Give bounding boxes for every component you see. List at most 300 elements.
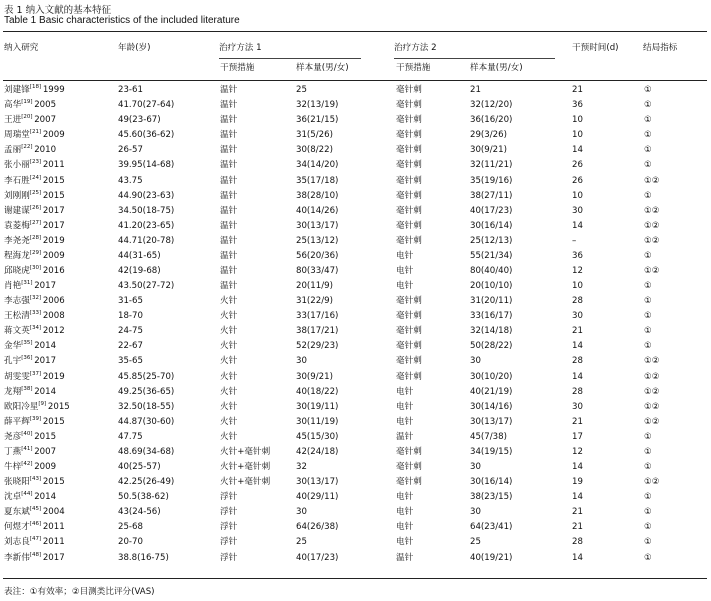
- cell-age: 41.20(23-65): [118, 220, 175, 231]
- table-row: [0, 400, 711, 415]
- header-bottom-rule: [3, 80, 707, 81]
- cell-duration: –: [572, 235, 577, 246]
- study-reference: [43]: [29, 476, 42, 483]
- cell-treatment-1: 温针: [220, 190, 238, 201]
- table-row: [0, 445, 711, 460]
- cell-duration: 12: [572, 446, 583, 457]
- cell-age: 48.69(34-68): [118, 446, 175, 457]
- cell-treatment-1: 火针+毫针刺: [220, 462, 271, 472]
- cell-duration: 21: [572, 507, 583, 518]
- study-author: 周瑞堂: [4, 130, 30, 141]
- cell-sample-2: 30: [470, 507, 481, 518]
- study-reference: [41]: [21, 446, 33, 453]
- cell-duration: 28: [572, 537, 583, 548]
- cell-outcome: ①: [644, 552, 652, 563]
- study-reference: [31]: [21, 280, 33, 287]
- table-row: [0, 83, 711, 98]
- cell-treatment-2: 电针: [396, 537, 414, 548]
- cell-treatment-1: 温针: [220, 205, 238, 216]
- cell-study: [4, 221, 65, 232]
- study-author: 肖艳: [4, 281, 22, 291]
- study-author: 李新伟: [4, 552, 30, 563]
- cell-treatment-2: 毫针刺: [396, 296, 422, 307]
- study-reference: [18]: [29, 84, 42, 91]
- table-row: [0, 234, 711, 249]
- study-year: 2011: [42, 160, 65, 171]
- cell-sample-1: 40(18/22): [296, 386, 339, 397]
- study-reference: [20]: [21, 114, 33, 121]
- cell-sample-1: 40(14/26): [296, 205, 339, 216]
- cell-duration: 21: [572, 416, 583, 427]
- study-year: 2017: [42, 220, 65, 231]
- cell-sample-2: 33(16/17): [470, 311, 513, 322]
- study-year: 2015: [47, 401, 70, 412]
- cell-sample-2: 25: [470, 537, 481, 548]
- cell-sample-2: 40(19/21): [470, 552, 513, 563]
- study-author: 刘刚刚: [4, 190, 30, 201]
- cell-age: 22-67: [118, 341, 143, 352]
- cell-treatment-2: 电针: [396, 522, 414, 533]
- study-year: 2015: [42, 477, 65, 488]
- cell-age: 20-70: [118, 537, 143, 548]
- study-reference: [38]: [21, 385, 33, 392]
- cell-duration: 14: [572, 220, 583, 231]
- cell-sample-1: 52(29/23): [296, 341, 339, 352]
- cell-age: 25-68: [118, 522, 143, 533]
- cell-age: 39.95(14-68): [118, 160, 175, 171]
- table-row: [0, 158, 711, 173]
- cell-study: [4, 537, 65, 548]
- study-reference: [28]: [29, 234, 42, 241]
- cell-sample-1: 38(28/10): [296, 190, 339, 201]
- cell-sample-1: 30(19/11): [296, 401, 339, 412]
- study-reference: [29]: [29, 250, 42, 257]
- cell-treatment-2: 毫针刺: [396, 341, 422, 352]
- study-year: 2006: [42, 296, 65, 307]
- cell-sample-1: 32(13/19): [296, 100, 339, 111]
- cell-treatment-2: 毫针刺: [396, 462, 422, 472]
- cell-duration: 10: [572, 130, 583, 141]
- table-row: [0, 113, 711, 128]
- cell-duration: 14: [572, 462, 583, 472]
- cell-treatment-2: 电针: [396, 492, 414, 503]
- cell-study: [4, 372, 65, 383]
- cell-study: [4, 311, 65, 322]
- study-reference: [21]: [29, 129, 42, 136]
- table-row: [0, 294, 711, 309]
- study-reference: [35]: [21, 340, 33, 347]
- cell-duration: 10: [572, 281, 583, 291]
- cell-duration: 26: [572, 175, 583, 186]
- table-row: [0, 475, 711, 490]
- cell-age: 45.60(36-62): [118, 130, 175, 141]
- study-reference: [30]: [29, 265, 42, 272]
- table-caption-chinese: 表 1 纳入文献的基本特征: [4, 5, 112, 16]
- table-row: [0, 385, 711, 400]
- cell-sample-2: 30(9/21): [470, 145, 507, 156]
- cell-outcome: ①: [644, 130, 652, 141]
- cell-treatment-2: 毫针刺: [396, 190, 422, 201]
- cell-age: 43.50(27-72): [118, 281, 175, 291]
- cell-treatment-1: 温针: [220, 266, 238, 276]
- cell-treatment-2: 毫针刺: [396, 85, 422, 95]
- cell-sample-1: 30(13/17): [296, 220, 339, 231]
- cell-treatment-1: 温针: [220, 145, 238, 156]
- cell-age: 49.25(36-65): [118, 386, 175, 397]
- cell-sample-1: 45(15/30): [296, 431, 339, 442]
- cell-sample-2: 30(13/17): [470, 416, 513, 427]
- table-row: [0, 535, 711, 550]
- cell-outcome: ①: [644, 115, 652, 126]
- cell-sample-2: 40(17/23): [470, 205, 513, 216]
- cell-duration: 12: [572, 266, 583, 276]
- cell-sample-2: 55(21/34): [470, 250, 513, 261]
- cell-outcome: ①②: [644, 205, 660, 216]
- cell-treatment-2: 温针: [396, 552, 414, 563]
- table-row: [0, 279, 711, 294]
- header-outcome: 结局指标: [643, 43, 678, 53]
- study-reference: [34]: [29, 325, 42, 332]
- table-row: [0, 264, 711, 279]
- cell-treatment-1: 温针: [220, 175, 238, 186]
- cell-sample-2: 50(28/22): [470, 341, 513, 352]
- table-row: [0, 551, 711, 566]
- cell-duration: 28: [572, 356, 583, 367]
- cell-duration: 14: [572, 492, 583, 503]
- study-reference: [44]: [21, 491, 33, 498]
- study-reference: [24]: [29, 174, 42, 181]
- study-author: 谢建谋: [4, 205, 30, 216]
- study-author: 牛梓: [4, 462, 22, 472]
- table-row: [0, 189, 711, 204]
- table-caption-english: Table 1 Basic characteristics of the included literature: [4, 15, 240, 26]
- cell-age: 40(25-57): [118, 462, 161, 472]
- cell-treatment-2: 电针: [396, 281, 414, 291]
- cell-sample-1: 33(17/16): [296, 311, 339, 322]
- cell-study: [4, 296, 65, 307]
- cell-treatment-1: 浮针: [220, 552, 238, 563]
- study-year: 2008: [42, 311, 65, 322]
- cell-sample-1: 35(17/18): [296, 175, 339, 186]
- study-year: 2019: [42, 235, 65, 246]
- table-row: [0, 460, 711, 475]
- cell-sample-2: 30(14/16): [470, 401, 513, 412]
- cell-duration: 36: [572, 100, 583, 111]
- cell-treatment-1: 火针+毫针刺: [220, 446, 271, 457]
- study-year: 2014: [34, 492, 57, 503]
- cell-sample-1: 32: [296, 462, 307, 472]
- cell-study: [4, 100, 56, 111]
- cell-treatment-2: 毫针刺: [396, 220, 422, 231]
- header-treatment-2: 治疗方法 2: [394, 43, 437, 53]
- study-reference: [9]: [38, 400, 47, 407]
- cell-study: [4, 191, 65, 202]
- study-year: 2007: [34, 115, 57, 126]
- cell-age: 35-65: [118, 356, 143, 367]
- study-reference: [40]: [21, 430, 33, 437]
- cell-outcome: ①②: [644, 175, 660, 186]
- cell-sample-1: 30: [296, 507, 307, 518]
- cell-age: 44(31-65): [118, 250, 161, 261]
- table-row: [0, 339, 711, 354]
- cell-treatment-2: 毫针刺: [396, 371, 422, 382]
- cell-treatment-1: 温针: [220, 281, 238, 291]
- cell-treatment-1: 火针: [220, 326, 238, 337]
- study-author: 张小丽: [4, 160, 30, 171]
- cell-treatment-2: 电针: [396, 416, 414, 427]
- cell-sample-2: 45(7/38): [470, 431, 507, 442]
- cell-treatment-2: 毫针刺: [396, 477, 422, 488]
- cell-age: 44.90(23-63): [118, 190, 175, 201]
- cell-age: 47.75: [118, 431, 143, 442]
- cell-sample-1: 20(11/9): [296, 281, 333, 291]
- cell-treatment-2: 电针: [396, 266, 414, 276]
- cell-treatment-1: 浮针: [220, 537, 238, 548]
- cell-sample-2: 31(20/11): [470, 296, 513, 307]
- cell-treatment-2: 毫针刺: [396, 356, 422, 367]
- table-row: [0, 143, 711, 158]
- cell-study: [4, 492, 56, 503]
- study-year: 2015: [42, 190, 65, 201]
- cell-study: [4, 553, 65, 564]
- table-row: [0, 98, 711, 113]
- cell-sample-1: 80(33/47): [296, 266, 339, 276]
- cell-treatment-1: 浮针: [220, 522, 238, 533]
- cell-sample-2: 21: [470, 85, 481, 95]
- cell-age: 38.8(16-75): [118, 552, 169, 563]
- cell-sample-2: 32(11/21): [470, 160, 513, 171]
- cell-sample-2: 34(19/15): [470, 446, 513, 457]
- study-author: 李尧尧: [4, 235, 30, 246]
- study-reference: [25]: [29, 189, 42, 196]
- cell-treatment-1: 温针: [220, 85, 238, 95]
- cell-duration: 10: [572, 115, 583, 126]
- cell-sample-1: 64(26/38): [296, 522, 339, 533]
- cell-treatment-1: 火针: [220, 401, 238, 412]
- study-author: 蒋文英: [4, 326, 30, 337]
- study-reference: [26]: [29, 204, 42, 211]
- cell-treatment-1: 温针: [220, 115, 238, 126]
- table-row: [0, 128, 711, 143]
- cell-treatment-1: 温针: [220, 250, 238, 261]
- cell-age: 44.71(20-78): [118, 235, 175, 246]
- table-row: [0, 324, 711, 339]
- study-reference: [36]: [21, 355, 33, 362]
- cell-duration: 36: [572, 250, 583, 261]
- cell-treatment-1: 火针+毫针刺: [220, 477, 271, 488]
- cell-treatment-2: 毫针刺: [396, 175, 422, 186]
- cell-outcome: ①②: [644, 220, 660, 231]
- table-row: [0, 174, 711, 189]
- study-year: 2014: [34, 341, 57, 352]
- cell-sample-1: 40(29/11): [296, 492, 339, 503]
- table-top-rule: [3, 31, 707, 32]
- header-study: 纳入研究: [4, 43, 39, 53]
- cell-age: 18-70: [118, 311, 143, 322]
- cell-study: [4, 251, 65, 262]
- cell-outcome: ①: [644, 281, 652, 291]
- cell-sample-1: 25: [296, 537, 307, 548]
- study-reference: [32]: [29, 295, 42, 302]
- study-author: 薛平辉: [4, 416, 30, 427]
- cell-sample-1: 25: [296, 85, 307, 95]
- study-year: 2017: [34, 281, 57, 291]
- header-intervention-2: 干预措施: [396, 63, 431, 73]
- cell-treatment-1: 火针: [220, 371, 238, 382]
- study-author: 夏东斌: [4, 507, 30, 518]
- cell-treatment-1: 火针: [220, 356, 238, 367]
- cell-study: [4, 176, 65, 187]
- table-row: [0, 219, 711, 234]
- study-author: 金华: [4, 341, 22, 352]
- cell-sample-1: 31(5/26): [296, 130, 333, 141]
- study-year: 2017: [42, 205, 65, 216]
- cell-treatment-1: 火针: [220, 386, 238, 397]
- table-row: [0, 204, 711, 219]
- cell-study: [4, 462, 56, 473]
- table-footnote: 表注：①有效率；②目测类比评分(VAS): [4, 587, 155, 597]
- cell-sample-2: 30(16/14): [470, 220, 513, 231]
- table-row: [0, 490, 711, 505]
- cell-age: 34.50(18-75): [118, 205, 175, 216]
- table-row: [0, 430, 711, 445]
- cell-sample-2: 30: [470, 356, 481, 367]
- study-author: 王松清: [4, 311, 30, 322]
- study-year: 2007: [34, 446, 57, 457]
- cell-treatment-2: 毫针刺: [396, 160, 422, 171]
- cell-treatment-1: 浮针: [220, 507, 238, 518]
- cell-study: [4, 447, 56, 458]
- cell-outcome: ①: [644, 85, 652, 95]
- cell-outcome: ①: [644, 431, 652, 442]
- study-year: 2009: [42, 250, 65, 261]
- cell-outcome: ①②: [644, 416, 660, 427]
- cell-outcome: ①: [644, 311, 652, 322]
- cell-sample-1: 34(14/20): [296, 160, 339, 171]
- study-author: 邱晓虎: [4, 266, 30, 276]
- study-reference: [33]: [29, 310, 42, 317]
- cell-sample-2: 32(14/18): [470, 326, 513, 337]
- cell-duration: 19: [572, 477, 583, 488]
- study-year: 2005: [34, 100, 57, 111]
- cell-outcome: ①: [644, 100, 652, 111]
- cell-sample-2: 64(23/41): [470, 522, 513, 533]
- cell-treatment-1: 温针: [220, 220, 238, 231]
- cell-treatment-2: 毫针刺: [396, 145, 422, 156]
- cell-treatment-1: 温针: [220, 130, 238, 141]
- cell-sample-1: 40(17/23): [296, 552, 339, 563]
- study-year: 2009: [42, 130, 65, 141]
- study-reference: [48]: [29, 551, 42, 558]
- study-reference: [47]: [29, 536, 42, 543]
- study-author: 刘志良: [4, 537, 30, 548]
- study-year: 2011: [42, 537, 65, 548]
- cell-outcome: ①②: [644, 386, 660, 397]
- cell-sample-2: 36(16/20): [470, 115, 513, 126]
- study-author: 龙翔: [4, 386, 22, 397]
- table-row: [0, 505, 711, 520]
- cell-duration: 14: [572, 371, 583, 382]
- cell-treatment-2: 电针: [396, 401, 414, 412]
- cell-sample-2: 80(40/40): [470, 266, 513, 276]
- cell-treatment-2: 毫针刺: [396, 205, 422, 216]
- table-row: [0, 354, 711, 369]
- study-year: 2011: [42, 522, 65, 533]
- cell-sample-2: 30(16/14): [470, 477, 513, 488]
- cell-age: 23-61: [118, 85, 143, 95]
- cell-sample-2: 30(10/20): [470, 371, 513, 382]
- cell-sample-2: 29(3/26): [470, 130, 507, 141]
- cell-study: [4, 432, 56, 443]
- cell-treatment-1: 温针: [220, 235, 238, 246]
- study-author: 李志强: [4, 296, 30, 307]
- cell-outcome: ①②: [644, 371, 660, 382]
- header-intervention-1: 干预措施: [220, 63, 255, 73]
- study-year: 2010: [34, 145, 57, 156]
- cell-study: [4, 115, 56, 126]
- cell-treatment-2: 电针: [396, 250, 414, 261]
- cell-outcome: ①: [644, 446, 652, 457]
- cell-duration: 30: [572, 311, 583, 322]
- cell-study: [4, 341, 56, 352]
- cell-outcome: ①: [644, 145, 652, 156]
- cell-age: 24-75: [118, 326, 143, 337]
- cell-age: 41.70(27-64): [118, 100, 175, 111]
- study-reference: [37]: [29, 370, 42, 377]
- cell-age: 50.5(38-62): [118, 492, 169, 503]
- cell-treatment-2: 毫针刺: [396, 326, 422, 337]
- cell-outcome: ①: [644, 492, 652, 503]
- cell-duration: 28: [572, 386, 583, 397]
- cell-sample-2: 30: [470, 462, 481, 472]
- cell-treatment-1: 浮针: [220, 492, 238, 503]
- cell-outcome: ①: [644, 462, 652, 472]
- cell-outcome: ①: [644, 507, 652, 518]
- study-year: 2017: [42, 552, 65, 563]
- study-author: 程海龙: [4, 250, 30, 261]
- cell-age: 32.50(18-55): [118, 401, 175, 412]
- study-author: 尧彦: [4, 431, 22, 442]
- cell-study: [4, 356, 56, 367]
- study-reference: [19]: [21, 99, 33, 106]
- cell-sample-2: 32(12/20): [470, 100, 513, 111]
- cell-duration: 14: [572, 145, 583, 156]
- cell-study: [4, 160, 65, 171]
- cell-sample-2: 25(12/13): [470, 235, 513, 246]
- cell-treatment-2: 毫针刺: [396, 100, 422, 111]
- cell-sample-2: 20(10/10): [470, 281, 513, 291]
- cell-sample-1: 30(13/17): [296, 477, 339, 488]
- study-year: 2015: [42, 416, 65, 427]
- cell-treatment-1: 温针: [220, 160, 238, 171]
- cell-study: [4, 402, 70, 413]
- study-year: 1999: [42, 85, 65, 95]
- cell-treatment-1: 火针: [220, 341, 238, 352]
- cell-treatment-1: 温针: [220, 100, 238, 111]
- cell-sample-1: 30: [296, 356, 307, 367]
- study-year: 2019: [42, 371, 65, 382]
- cell-age: 45.85(25-70): [118, 371, 175, 382]
- table-bottom-rule: [3, 578, 707, 579]
- cell-outcome: ①: [644, 190, 652, 201]
- cell-treatment-2: 毫针刺: [396, 130, 422, 141]
- cell-treatment-2: 电针: [396, 507, 414, 518]
- study-year: 2009: [34, 462, 57, 472]
- cell-sample-1: 25(13/12): [296, 235, 339, 246]
- cell-study: [4, 145, 56, 156]
- study-author: 孔宇: [4, 356, 22, 367]
- cell-outcome: ①: [644, 296, 652, 307]
